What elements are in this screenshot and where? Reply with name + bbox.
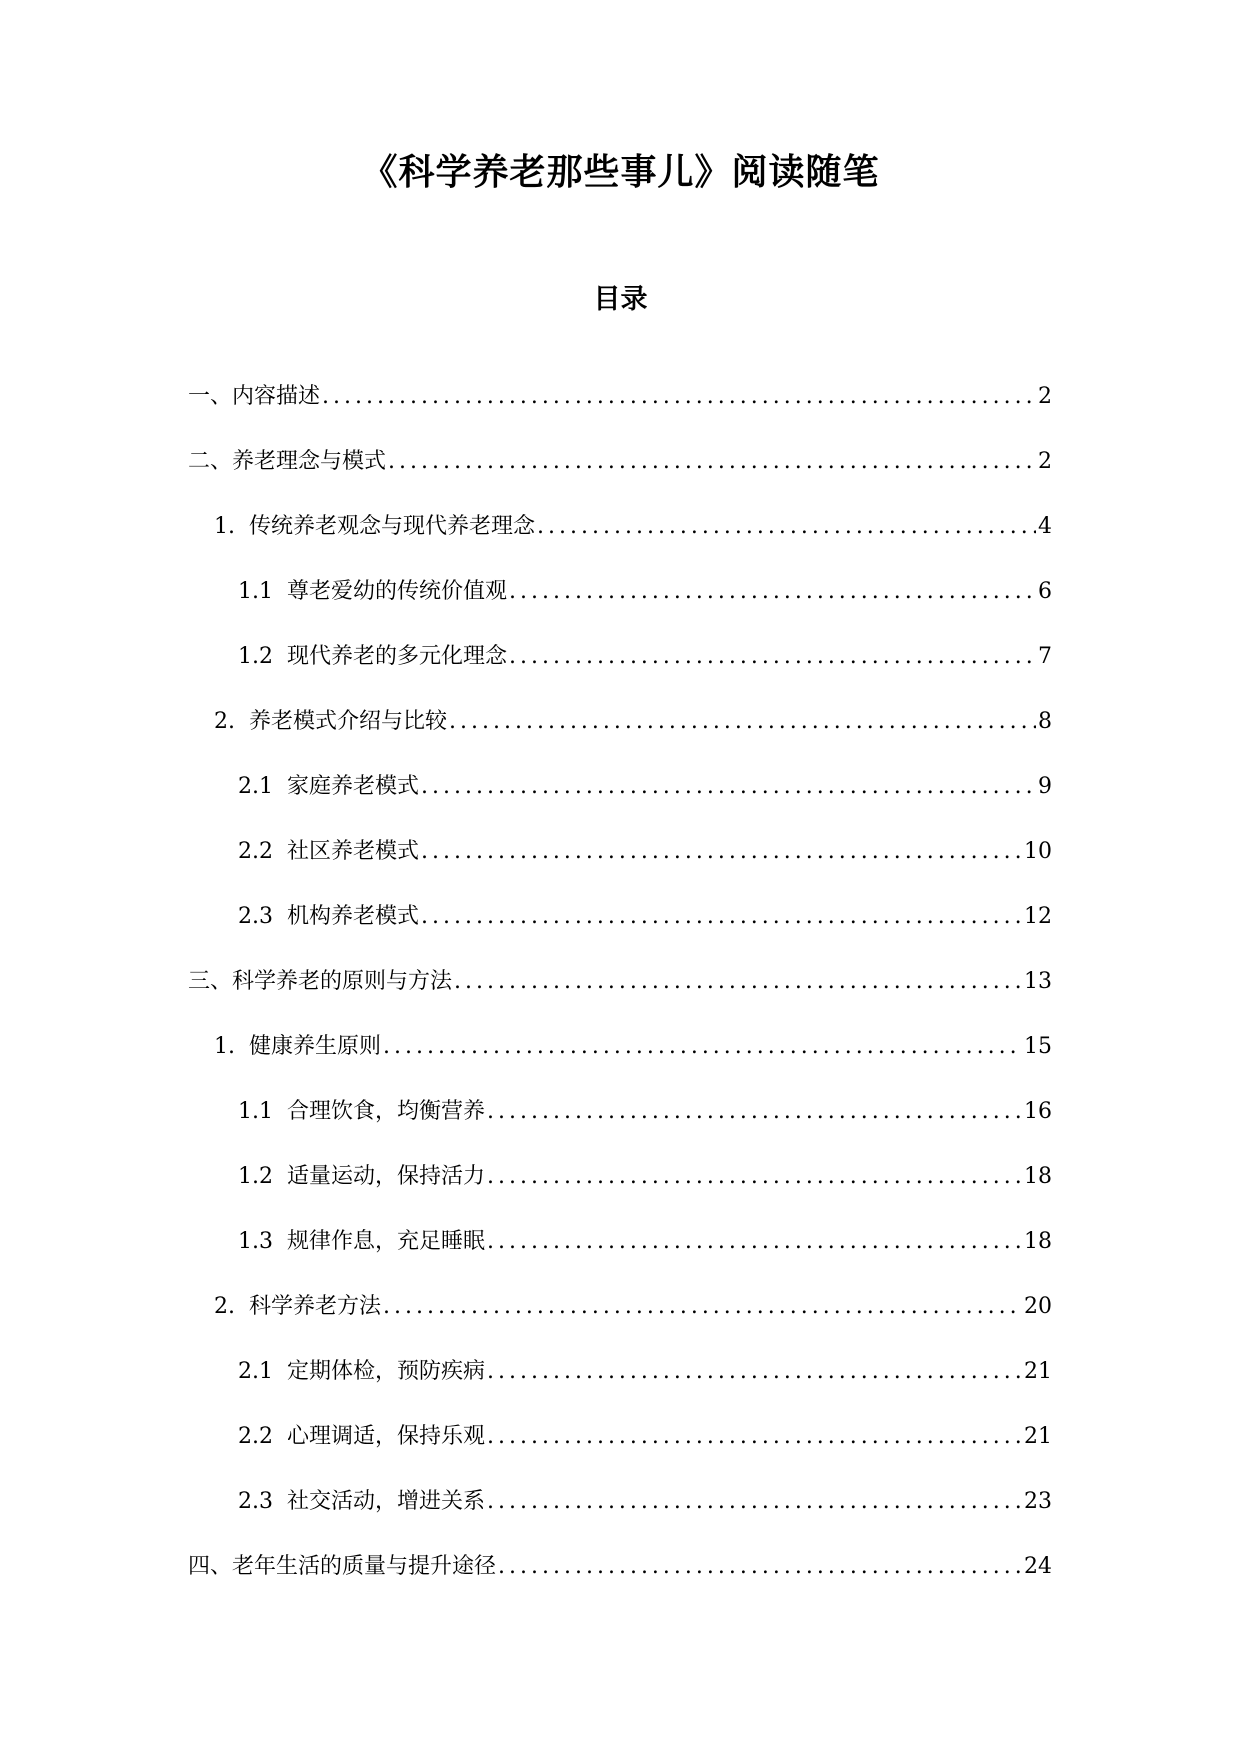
- toc-entry-number: 1.: [214, 514, 235, 539]
- toc-entry[interactable]: [0, 1487, 1052, 1552]
- toc-entry[interactable]: [0, 1422, 1052, 1487]
- toc-entry-title: 合理饮食，均衡营养: [287, 1099, 486, 1124]
- toc-leader-dots: [320, 382, 1036, 412]
- toc-entry-page: 7: [1038, 644, 1052, 669]
- toc-leader-dots: [485, 1162, 1022, 1192]
- toc-entry-page: 13: [1024, 969, 1052, 994]
- toc-entry-title: 科学养老的原则与方法: [232, 969, 453, 994]
- toc-entry-page: 20: [1024, 1294, 1052, 1319]
- toc-leader-dots: [535, 512, 1036, 542]
- toc-entry[interactable]: [0, 577, 1052, 642]
- toc-entry-number: 2.1: [238, 774, 273, 799]
- toc-leader-dots: [386, 447, 1036, 477]
- table-of-contents: [0, 382, 1241, 1617]
- toc-entry[interactable]: [0, 1292, 1052, 1357]
- toc-entry-number: 1.3: [238, 1229, 273, 1254]
- toc-entry-number: 2.: [214, 1294, 235, 1319]
- toc-entry-number: 2.3: [238, 1489, 273, 1514]
- toc-entry-page: 4: [1038, 514, 1052, 539]
- toc-entry-title: 传统养老观念与现代养老理念: [249, 514, 536, 539]
- toc-entry-number: 一、: [188, 384, 233, 409]
- toc-entry[interactable]: [0, 967, 1052, 1032]
- toc-entry-title: 健康养生原则: [249, 1034, 382, 1059]
- toc-entry[interactable]: [0, 512, 1052, 577]
- toc-leader-dots: [485, 1422, 1022, 1452]
- toc-entry-page: 12: [1024, 904, 1052, 929]
- toc-entry-number: 1.1: [238, 1099, 273, 1124]
- toc-entry[interactable]: [0, 447, 1052, 512]
- toc-leader-dots: [507, 577, 1036, 607]
- toc-entry-page: 23: [1024, 1489, 1052, 1514]
- toc-entry-page: 6: [1038, 579, 1052, 604]
- toc-entry-title: 适量运动，保持活力: [287, 1164, 486, 1189]
- toc-entry[interactable]: [0, 642, 1052, 707]
- toc-entry-page: 21: [1024, 1424, 1052, 1449]
- toc-entry[interactable]: [0, 1357, 1052, 1422]
- toc-leader-dots: [381, 1032, 1022, 1062]
- toc-entry-page: 8: [1038, 709, 1052, 734]
- toc-entry-title: 内容描述: [232, 384, 321, 409]
- toc-entry-title: 心理调适，保持乐观: [287, 1424, 486, 1449]
- toc-entry-page: 24: [1024, 1554, 1052, 1579]
- toc-entry-title: 养老模式介绍与比较: [249, 709, 448, 734]
- toc-entry-title: 现代养老的多元化理念: [287, 644, 508, 669]
- toc-entry-page: 18: [1024, 1164, 1052, 1189]
- toc-entry-page: 2: [1038, 449, 1052, 474]
- toc-leader-dots: [452, 967, 1022, 997]
- toc-entry-title: 社区养老模式: [287, 839, 420, 864]
- toc-entry[interactable]: [0, 772, 1052, 837]
- toc-leader-dots: [496, 1552, 1022, 1582]
- toc-entry[interactable]: [0, 1552, 1052, 1617]
- toc-entry[interactable]: [0, 1097, 1052, 1162]
- toc-entry-number: 2.: [214, 709, 235, 734]
- toc-leader-dots: [419, 772, 1036, 802]
- toc-leader-dots: [381, 1292, 1022, 1322]
- toc-entry-title: 老年生活的质量与提升途径: [232, 1554, 497, 1579]
- toc-entry-page: 10: [1024, 839, 1052, 864]
- toc-entry-title: 社交活动，增进关系: [287, 1489, 486, 1514]
- toc-entry-title: 规律作息，充足睡眠: [287, 1229, 486, 1254]
- toc-entry-number: 1.2: [238, 1164, 273, 1189]
- toc-entry-title: 定期体检，预防疾病: [287, 1359, 486, 1384]
- toc-leader-dots: [485, 1097, 1022, 1127]
- toc-leader-dots: [419, 837, 1022, 867]
- toc-entry-page: 16: [1024, 1099, 1052, 1124]
- toc-entry[interactable]: [0, 382, 1052, 447]
- toc-entry-title: 养老理念与模式: [232, 449, 387, 474]
- toc-entry-number: 三、: [188, 969, 233, 994]
- toc-entry-number: 1.2: [238, 644, 273, 669]
- toc-entry-page: 15: [1024, 1034, 1052, 1059]
- toc-entry-page: 9: [1038, 774, 1052, 799]
- toc-entry-number: 1.: [214, 1034, 235, 1059]
- toc-entry-number: 二、: [188, 449, 233, 474]
- toc-heading: 目录: [593, 284, 648, 315]
- toc-entry[interactable]: [0, 902, 1052, 967]
- toc-leader-dots: [507, 642, 1036, 672]
- toc-entry-page: 21: [1024, 1359, 1052, 1384]
- toc-entry-title: 家庭养老模式: [287, 774, 420, 799]
- toc-entry[interactable]: [0, 707, 1052, 772]
- toc-entry-number: 1.1: [238, 579, 273, 604]
- toc-entry-page: 18: [1024, 1229, 1052, 1254]
- toc-leader-dots: [485, 1487, 1022, 1517]
- toc-entry-title: 科学养老方法: [249, 1294, 382, 1319]
- toc-entry-title: 尊老爱幼的传统价值观: [287, 579, 508, 604]
- toc-entry-number: 2.2: [238, 839, 273, 864]
- toc-entry[interactable]: [0, 837, 1052, 902]
- toc-entry-number: 2.2: [238, 1424, 273, 1449]
- toc-entry[interactable]: [0, 1227, 1052, 1292]
- document-title: 《科学养老那些事儿》阅读随笔: [361, 152, 880, 193]
- toc-entry-number: 四、: [188, 1554, 233, 1579]
- toc-leader-dots: [485, 1227, 1022, 1257]
- toc-entry[interactable]: [0, 1162, 1052, 1227]
- toc-entry-number: 2.3: [238, 904, 273, 929]
- toc-leader-dots: [447, 707, 1036, 737]
- toc-entry[interactable]: [0, 1032, 1052, 1097]
- toc-entry-page: 2: [1038, 384, 1052, 409]
- toc-entry-title: 机构养老模式: [287, 904, 420, 929]
- toc-leader-dots: [485, 1357, 1022, 1387]
- toc-leader-dots: [419, 902, 1022, 932]
- toc-entry-number: 2.1: [238, 1359, 273, 1384]
